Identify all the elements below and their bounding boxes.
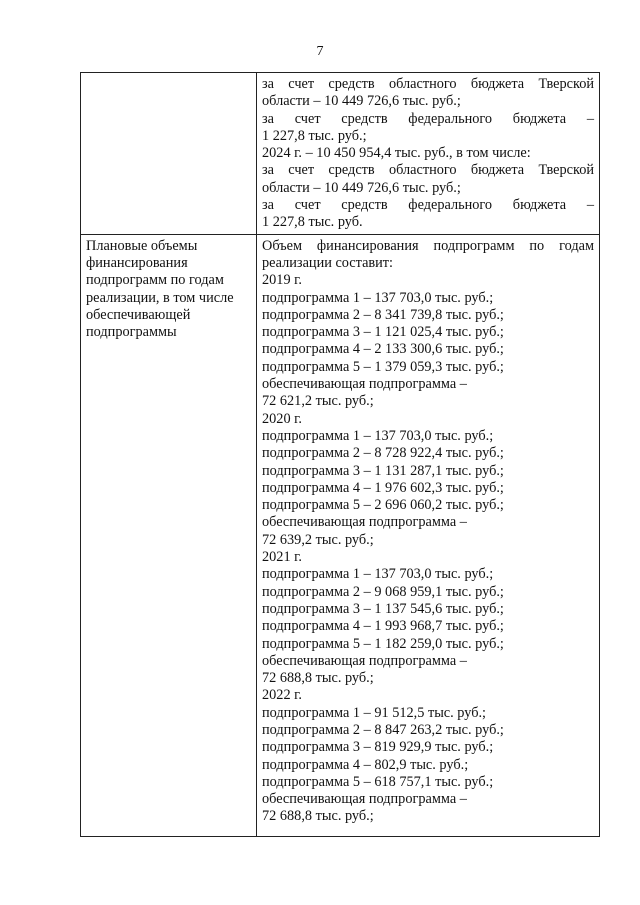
text-line: подпрограмма 1 – 137 703,0 тыс. руб.;	[262, 289, 494, 306]
text-line: подпрограмма 3 – 819 929,9 тыс. руб.;	[262, 739, 494, 756]
text-line: за счет средств областного бюджета Тверской	[262, 76, 594, 92]
text-line: обеспечивающая подпрограмма –	[262, 514, 467, 531]
text-line: 2019 г.	[262, 272, 302, 289]
text-line: реализации, в том числе	[86, 289, 234, 306]
text-line: подпрограмма 4 – 1 976 602,3 тыс. руб.;	[262, 479, 504, 496]
row1-right-cell	[257, 73, 600, 235]
text-line: области – 10 449 726,6 тыс. руб.;	[262, 93, 461, 110]
text-line: подпрограммы	[86, 324, 177, 341]
text-line: подпрограмма 4 – 2 133 300,6 тыс. руб.;	[262, 341, 504, 358]
text-line: 72 621,2 тыс. руб.;	[262, 393, 374, 410]
text-line: обеспечивающая подпрограмма –	[262, 652, 467, 669]
text-line: 2024 г. – 10 450 954,4 тыс. руб., в том числе:	[262, 145, 531, 162]
text-line: обеспечивающая подпрограмма –	[262, 376, 467, 393]
text-line: подпрограмма 3 – 1 131 287,1 тыс. руб.;	[262, 462, 504, 479]
text-line: 2021 г.	[262, 549, 302, 566]
text-line: подпрограмма 4 – 802,9 тыс. руб.;	[262, 756, 469, 773]
text-line: подпрограмма 1 – 91 512,5 тыс. руб.;	[262, 704, 487, 721]
text-line: подпрограмма 3 – 1 137 545,6 тыс. руб.;	[262, 600, 504, 617]
text-line: 1 227,8 тыс. руб.;	[262, 127, 367, 144]
text-line: подпрограмма 1 – 137 703,0 тыс. руб.;	[262, 566, 494, 583]
text-line: за счет средств областного бюджета Тверской	[262, 162, 594, 179]
text-line: обеспечивающей	[86, 306, 191, 323]
row2-left-lines	[86, 238, 251, 342]
row2-lines	[262, 238, 594, 826]
row2-right-cell	[257, 234, 600, 836]
table-row-financing-continued	[81, 73, 600, 235]
text-line: подпрограмма 4 – 1 993 968,7 тыс. руб.;	[262, 618, 504, 635]
text-line: Плановые объемы	[86, 237, 198, 254]
text-line: 1 227,8 тыс. руб.	[262, 214, 363, 231]
text-line: подпрограмма 2 – 8 728 922,4 тыс. руб.;	[262, 445, 504, 462]
row2-left-cell	[81, 234, 257, 836]
text-line: подпрограмма 5 – 1 182 259,0 тыс. руб.;	[262, 635, 504, 652]
text-line: подпрограмма 2 – 8 847 263,2 тыс. руб.;	[262, 721, 504, 738]
text-line: подпрограмма 3 – 1 121 025,4 тыс. руб.;	[262, 324, 504, 341]
text-line: подпрограмма 1 – 137 703,0 тыс. руб.;	[262, 427, 494, 444]
text-line: подпрограмма 2 – 9 068 959,1 тыс. руб.;	[262, 583, 504, 600]
passport-table	[80, 72, 600, 837]
page-number: 7	[316, 44, 324, 59]
text-line: 2022 г.	[262, 687, 302, 704]
text-line: 2020 г.	[262, 410, 302, 427]
text-line: финансирования	[86, 254, 188, 271]
text-line: подпрограмма 2 – 8 341 739,8 тыс. руб.;	[262, 306, 504, 323]
table-row-subprogram-volumes	[81, 234, 600, 836]
text-line: области – 10 449 726,6 тыс. руб.;	[262, 179, 461, 196]
text-line: за счет средств федерального бюджета –	[262, 110, 594, 127]
row1-left-cell	[81, 73, 257, 235]
text-line: Объем финансирования подпрограмм по годам	[262, 237, 594, 254]
text-line: подпрограмма 5 – 1 379 059,3 тыс. руб.;	[262, 358, 504, 375]
text-line: подпрограмм по годам	[86, 272, 224, 289]
text-line: 72 639,2 тыс. руб.;	[262, 531, 374, 548]
text-line: 72 688,8 тыс. руб.;	[262, 808, 374, 825]
text-line: реализации составит:	[262, 254, 394, 271]
text-line: подпрограмма 5 – 2 696 060,2 тыс. руб.;	[262, 497, 504, 514]
text-line: за счет средств федерального бюджета –	[262, 197, 594, 214]
text-line: 72 688,8 тыс. руб.;	[262, 670, 374, 687]
row1-lines	[262, 76, 594, 232]
text-line: подпрограмма 5 – 618 757,1 тыс. руб.;	[262, 773, 494, 790]
text-line: обеспечивающая подпрограмма –	[262, 791, 467, 808]
